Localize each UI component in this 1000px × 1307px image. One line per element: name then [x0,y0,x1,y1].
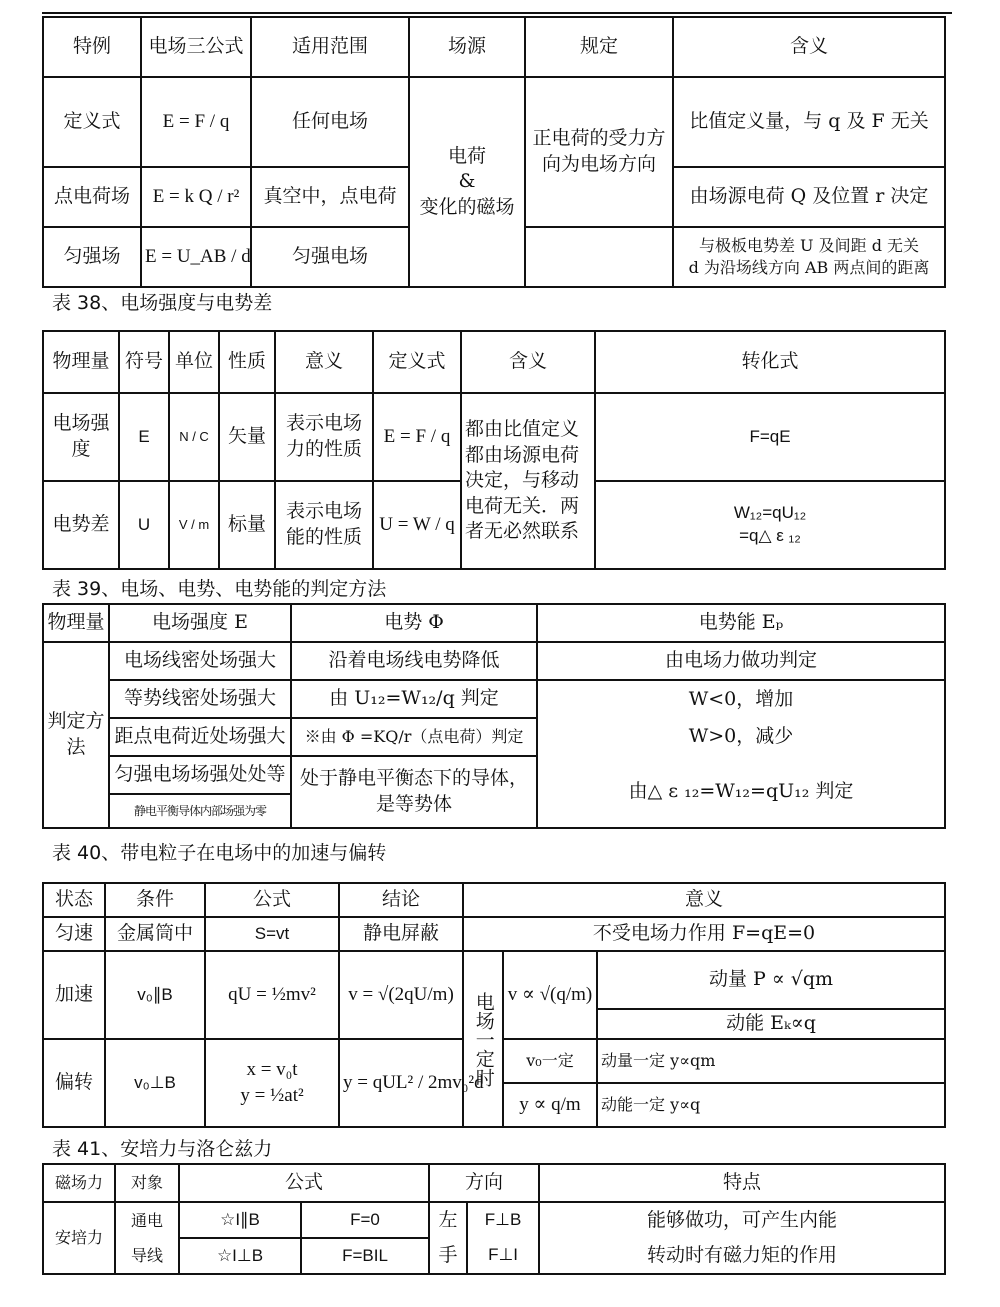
potential-1: 沿着电场线电势降低 [291,642,537,680]
sym-e: E [119,393,169,481]
meaning-energy: 表示电场能的性质 [275,481,373,569]
sym-u: U [119,481,169,569]
unit-vm: V / m [169,481,219,569]
dir-left: 左 [429,1202,467,1238]
uniform-conclusion: 静电屏蔽 [339,917,463,951]
deflect-formula-1: x = v₀t [246,1059,298,1081]
dir-fb: F⊥B [467,1202,539,1238]
h38-nature: 性质 [219,331,275,393]
h40-conclusion: 结论 [339,883,463,917]
top-rule [42,12,952,14]
scope-uniform: 匀强电场 [251,227,409,287]
caption-39: 表 39、电场、电势、电势能的判定方法 [52,578,387,600]
potential-4: 处于静电平衡态下的导体，是等势体 [291,756,537,828]
h39-energy: 电势能 Eₚ [537,604,945,642]
formula-bil: F=BIL [301,1238,429,1274]
h41-feature: 特点 [539,1164,945,1202]
h38-meaning: 意义 [275,331,373,393]
h39-quantity: 物理量 [43,604,109,642]
potential-2: 由 U₁₂=W₁₂/q 判定 [291,680,537,718]
potential-3: ※由 Φ =KQ/r（点电荷）判定 [291,718,537,756]
h39-field: 电场强度 E [109,604,291,642]
source-line2: & [458,170,476,193]
nature-vector: 矢量 [219,393,275,481]
dir-fi: F⊥I [467,1238,539,1274]
formula-point-charge: E = k Q / r² [141,167,251,227]
energy-1: 由电场力做功判定 [537,642,945,680]
conv-f: F=qE [595,393,945,481]
judgement-methods-table [42,603,946,829]
dir-hand: 手 [429,1238,467,1274]
header-rule: 规定 [525,17,673,77]
deflect-conclusion: y = qUL² / 2mv₀²d [339,1039,463,1127]
case-point-charge: 点电荷场 [43,167,141,227]
source-line3: 变化的磁场 [419,195,515,218]
field-4: 匀强电场场强处处等 [109,756,291,794]
uniform-formula: S=vt [205,917,339,951]
h41-object: 对象 [115,1164,179,1202]
field-5: 静电平衡导体内部场强为零 [109,794,291,828]
h38-conversion: 转化式 [595,331,945,393]
direction-rule: 正电荷的受力方向为电场方向 [525,77,673,227]
field-1: 电场线密处场强大 [109,642,291,680]
header-meaning: 含义 [673,17,945,77]
source-line1: 电荷 [447,144,486,167]
case-uniform: 匀强场 [43,227,141,287]
h41-formula: 公式 [179,1164,429,1202]
accel-conclusion: v = √(2qU/m) [339,951,463,1039]
uniform-cond: 金属筒中 [105,917,205,951]
h38-content: 含义 [461,331,595,393]
caption-38: 表 38、电场强度与电势差 [52,292,273,314]
conv-w-2: =q△ ε ₁₂ [739,526,801,545]
conv-w-1: W₁₂=qU₁₂ [733,503,807,523]
accel-formula: qU = ½mv² [205,951,339,1039]
conv-w [595,481,945,569]
h41-force: 磁场力 [43,1164,115,1202]
h41-direction: 方向 [429,1164,539,1202]
meaning-uniform [673,227,945,287]
accel-cond: v₀∥B [105,951,205,1039]
h38-quantity: 物理量 [43,331,119,393]
vertical-text: 电场一定时 [472,991,495,1087]
h38-unit: 单位 [169,331,219,393]
object-1: 通电 [115,1202,179,1238]
q-field-strength: 电场强度 [43,393,119,481]
def-e: E = F / q [373,393,461,481]
formula-parallel: ☆I∥B [179,1202,301,1238]
deflect-rel1: v₀一定 [503,1039,597,1083]
meaning-definition: 比值定义量，与 q 及 F 无关 [673,77,945,167]
meaning-point-charge: 由场源电荷 Q 及位置 r 决定 [673,167,945,227]
formula-definition: E = F / q [141,77,251,167]
formula-uniform: E = U_AB / d [141,227,251,287]
deflect-formula-2: y = ½at² [240,1085,304,1106]
deflect-cond: v₀⊥B [105,1039,205,1127]
h40-formula: 公式 [205,883,339,917]
scope-vacuum: 真空中，点电荷 [251,167,409,227]
ampere-force: 安培力 [43,1202,115,1274]
deflect-formula [205,1039,339,1127]
shared-meaning: 都由比值定义都由场源电荷决定，与移动电荷无关．两者无必然联系 [461,393,595,569]
deflect-state: 偏转 [43,1039,105,1127]
accel-m2: 动能 Eₖ∝q [597,1009,945,1039]
unit-nc: N / C [169,393,219,481]
meaning-uniform-1: 与极板电势差 U 及间距 d 无关 [698,236,920,256]
meaning-uniform-2: d 为沿场线方向 AB 两点间的距离 [688,258,930,277]
h40-meaning: 意义 [463,883,945,917]
h39-potential: 电势 Φ [291,604,537,642]
uniform-meaning: 不受电场力作用 F=qE=0 [463,917,945,951]
field-constant-vertical [463,951,503,1127]
accel-state: 加速 [43,951,105,1039]
acceleration-deflection-table [42,882,946,1128]
field-source [409,77,525,287]
h40-cond: 条件 [105,883,205,917]
h38-symbol: 符号 [119,331,169,393]
deflect-rel2: y ∝ q/m [503,1083,597,1127]
case-definition: 定义式 [43,77,141,167]
method-label: 判定方法 [43,642,109,828]
feature-1: 能够做功，可产生内能 [539,1202,945,1238]
energy-2: W<0，增加 [537,680,945,718]
object-2: 导线 [115,1238,179,1274]
header-case: 特例 [43,17,141,77]
energy-4: 由△ ε ₁₂=W₁₂=qU₁₂ 判定 [537,756,945,828]
scope-any: 任何电场 [251,77,409,167]
header-source: 场源 [409,17,525,77]
header-formula: 电场三公式 [141,17,251,77]
uniform-state: 匀速 [43,917,105,951]
field-3: 距点电荷近处场强大 [109,718,291,756]
h38-def: 定义式 [373,331,461,393]
magnetic-force-table [42,1163,946,1275]
energy-3: W>0，减少 [537,718,945,756]
def-u: U = W / q [373,481,461,569]
deflect-m2: 动能一定 y∝q [597,1083,945,1127]
accel-relation: v ∝ √(q/m) [503,951,597,1039]
formula-zero: F=0 [301,1202,429,1238]
formula-perp: ☆I⊥B [179,1238,301,1274]
caption-41: 表 41、安培力与洛仑兹力 [52,1138,273,1160]
field-strength-potential-table [42,330,946,570]
nature-scalar: 标量 [219,481,275,569]
accel-m1: 动量 P ∝ √qm [597,951,945,1009]
feature-2: 转动时有磁力矩的作用 [539,1238,945,1274]
q-potential-diff: 电势差 [43,481,119,569]
caption-40: 表 40、带电粒子在电场中的加速与偏转 [52,842,387,864]
meaning-force: 表示电场力的性质 [275,393,373,481]
field-2: 等势线密处场强大 [109,680,291,718]
electric-field-formulas-table [42,16,946,288]
header-scope: 适用范围 [251,17,409,77]
h40-state: 状态 [43,883,105,917]
deflect-m1: 动量一定 y∝qm [597,1039,945,1083]
